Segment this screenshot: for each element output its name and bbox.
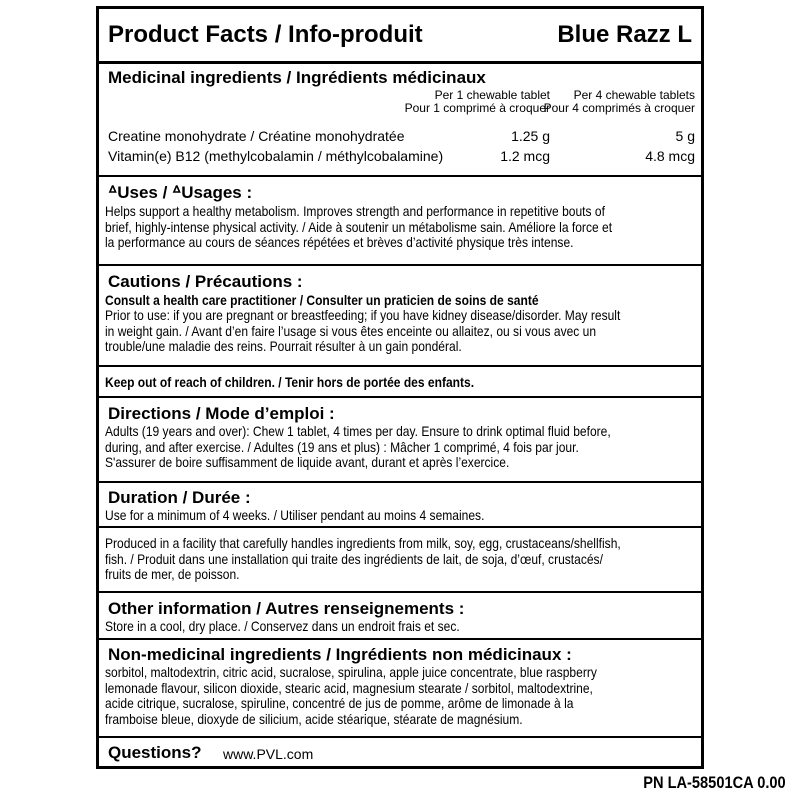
ingredient-amount-per-1: 1.25 g: [511, 128, 550, 144]
directions-section: [99, 398, 701, 483]
questions-section: [99, 738, 701, 766]
duration-text: Use for a minimum of 4 weeks. / Utiliser pendant au moins 4 semaines.: [105, 507, 485, 523]
cautions-heading: Cautions / Précautions :: [108, 272, 303, 291]
ingredient-name: Creatine monohydrate / Créatine monohydratée: [108, 128, 405, 144]
cautions-subheading: Consult a health care practitioner / Consulter un praticien de soins de santé: [105, 292, 539, 308]
other-information-heading: Other information / Autres renseignements :: [108, 599, 465, 618]
keep-out-of-reach-section: [99, 367, 701, 398]
ingredient-amount-per-4: 5 g: [675, 128, 695, 144]
questions-label: Questions?: [108, 743, 202, 762]
col1-header-fr: Pour 1 comprimé à croquer: [404, 101, 550, 115]
col2-header-fr: Pour 4 comprimés à croquer: [543, 101, 695, 115]
directions-heading: Directions / Mode d’emploi :: [108, 404, 335, 423]
col1-header-en: Per 1 chewable tablet: [434, 88, 550, 102]
cautions-section: [99, 266, 701, 367]
other-information-text: Store in a cool, dry place. / Conservez dans un endroit frais et sec.: [105, 618, 460, 634]
ingredient-name: Vitamin(e) B12 (methylcobalamin / méthylcobalamine): [108, 148, 444, 164]
medicinal-ingredients-section: [99, 64, 701, 177]
ingredient-amount-per-4: 4.8 mcg: [645, 148, 695, 164]
uses-section: [99, 177, 701, 266]
non-medicinal-heading: Non-medicinal ingredients / Ingrédients non médicinaux :: [108, 645, 572, 664]
ingredient-amount-per-1: 1.2 mcg: [500, 148, 550, 164]
col2-header-en: Per 4 chewable tablets: [573, 88, 695, 102]
uses-heading: ᐞUses / ᐞUsages :: [108, 183, 253, 202]
label-header: [99, 9, 701, 64]
allergen-text: Produced in a facility that carefully handles ingredients from milk, soy, egg, crustaceans/shellfish, fish. / Produit dans une installation qui traite des ingrédients de lait, de soja, d’œuf, crustacés/ fruits de mer, de poisson.: [105, 535, 621, 582]
part-number: PN LA-58501CA 0.00: [643, 773, 786, 792]
flavor-name: Blue Razz L: [557, 21, 692, 48]
keep-out-of-reach-text: Keep out of reach of children. / Tenir hors de portée des enfants.: [105, 374, 475, 390]
other-information-section: [99, 593, 701, 640]
directions-text: Adults (19 years and over): Chew 1 tablet, 4 times per day. Ensure to drink optimal fluid before, during, and after exercise. / Adultes (19 ans et plus) : Mâcher 1 comprimé, 4 fois par jour. S'assurer de boire suffisamment de liquide avant, durant et après l’exercice.: [105, 423, 611, 470]
medicinal-heading: Medicinal ingredients / Ingrédients médicinaux: [108, 68, 486, 87]
uses-text: Helps support a healthy metabolism. Improves strength and performance in repetitive bouts of brief, highly-intense physical activity. / Aide à soutenir un métabolisme sain. Améliore la force et la performance au cours de séances répétées et brèves d’activité physique très intense.: [105, 203, 613, 250]
cautions-text: Prior to use: if you are pregnant or breastfeeding; if you have kidney disease/disorder. May result in weight gain. / Avant d’en faire l’usage si vous êtes enceinte ou allaitez, ou si vous avec un trouble/une maladie des reins. Pourrait résulter à un gain pondéral.: [105, 307, 621, 354]
duration-section: [99, 483, 701, 528]
product-facts-label: [96, 6, 704, 769]
label-title: Product Facts / Info-produit: [108, 21, 423, 48]
duration-heading: Duration / Durée :: [108, 488, 251, 507]
allergen-section: [99, 528, 701, 593]
questions-url[interactable]: www.PVL.com: [223, 746, 314, 762]
non-medicinal-ingredients-section: [99, 640, 701, 738]
non-medicinal-text: sorbitol, maltodextrin, citric acid, sucralose, spirulina, apple juice concentrate, blue raspberry lemonade flavour, silicon dioxide, stearic acid, magnesium stearate / sorbitol, maltodextrine, acide citrique, sucralose, spiruline, concentré de jus de pomme, arôme de limonade à la framboise bleue, dioxyde de silicium, acide stéarique, stéarate de magnésium.: [105, 664, 597, 727]
